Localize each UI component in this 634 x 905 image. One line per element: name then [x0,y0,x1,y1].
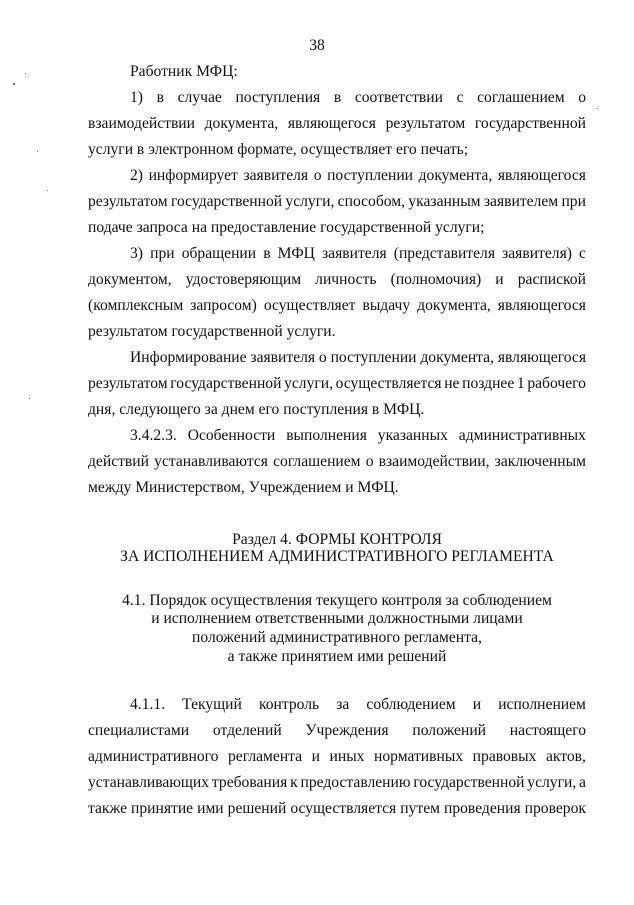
word: услуги, [527,774,577,791]
text-line [130,244,586,264]
word: устанавливаются [154,453,268,470]
word: решений [227,800,287,817]
word: при [561,193,586,210]
word: государственной [170,193,283,210]
text-line [130,166,586,186]
word: осуществляет [263,297,356,314]
heading-line: а также принятием ими решений [227,648,447,665]
word: 2) [130,167,143,184]
word: заявителя [243,167,309,184]
word: требования [211,774,288,791]
word: правовых [472,748,537,765]
heading-line: и исполнением ответственными должностными лицами [151,610,523,627]
heading-line: положений административного регламента, [192,629,482,646]
word: документа, [417,297,491,314]
word: отделений [212,722,282,739]
word: соглашением [273,453,361,470]
word: документом, [88,271,172,288]
word: с [579,245,586,262]
word: осуществляется [290,800,397,817]
word: исполнением [498,696,586,713]
word: за [336,696,350,713]
word: Информирование [130,349,247,366]
scan-speck [47,190,48,191]
word: являющегося [497,167,586,184]
word: устанавливающих [88,774,210,791]
word: заявителем [483,193,559,210]
word: заявителя) [502,245,572,262]
word: (комплексным [88,297,184,314]
word: заключенным [494,453,586,470]
text-line [88,192,586,212]
word: и [472,696,482,713]
text-line [88,296,586,316]
text-line [130,695,586,715]
word: настоящего [509,722,586,739]
word: при [150,245,175,262]
text-line [130,426,586,446]
word: рабочего [527,375,586,392]
word: действий [88,453,149,470]
word: проведения [443,800,521,817]
word: соответствии [354,89,443,106]
word: результатом [88,193,168,210]
word: нормативных [374,748,464,765]
word: документа, [204,115,279,132]
word: о [313,167,322,184]
word: обращении [181,245,257,262]
word: административных [458,427,586,444]
word: являющегося [497,349,586,366]
word: государственной [413,774,525,791]
word: 4.1.1. [130,696,166,713]
text-line [88,452,586,472]
word: (полномочия) [390,271,482,288]
word: в [263,245,271,262]
scan-speck [25,73,26,74]
heading-line: ЗА ИСПОЛНЕНИЕМ АДМИНИСТРАТИВНОГО РЕГЛАМЕНТА [120,548,554,565]
text-line: Работник МФЦ: [130,63,238,80]
word: путем [400,800,440,817]
word: Особенности [187,427,276,444]
word: и [495,271,504,288]
word: 1 [516,375,525,392]
scan-speck [597,108,598,109]
word: а [579,774,586,791]
word: являющегося [287,115,376,132]
word: позднее [462,375,515,392]
word: услуги, [285,193,335,210]
word: указанным [408,193,481,210]
word: положений [412,722,487,739]
word: административного [88,748,219,765]
text-line [88,773,586,793]
word: также [88,800,127,817]
text-line: между Министерством, Учреждением и МФЦ. [88,479,399,496]
word: поступления [235,89,321,106]
word: предоставлению [300,774,411,791]
word: документа, [420,349,494,366]
word: ими [197,800,224,817]
word: заявителя [250,349,316,366]
scan-speck [37,151,38,152]
word: иных [329,748,365,765]
text-line [88,799,586,819]
word: государственной [474,115,586,132]
text-line [88,374,586,394]
text-line [88,114,586,134]
word: Текущий [182,696,242,713]
word: о [318,349,327,366]
word: 3.4.2.3. [130,427,177,444]
text-line [130,348,586,368]
word: проверок [524,800,586,817]
scan-speck [29,398,30,399]
word: соблюдением [366,696,456,713]
word: указанных [377,427,448,444]
text-line [88,270,586,290]
word: 3) [130,245,143,262]
word: (представителя [393,245,495,262]
word: выполнения [286,427,367,444]
word: поступлении [330,349,417,366]
word: результатом [385,115,466,132]
text-line: результатом государственной услуги. [88,323,336,340]
text-line [130,88,586,108]
word: взаимодействии, [378,453,490,470]
word: запросом) [190,297,257,314]
word: 1) [130,89,143,106]
page-number: 38 [309,37,325,54]
word: способом, [337,193,406,210]
word: заявителя [322,245,387,262]
word: услуги, [284,375,334,392]
word: информирует [148,167,238,184]
word: Учреждения [305,722,389,739]
word: МФЦ [277,245,315,262]
word: результатом [88,375,168,392]
word: государственной [170,375,282,392]
word: специалистами [88,722,190,739]
word: поступлении [327,167,414,184]
word: осуществляется [335,375,442,392]
word: о [365,453,374,470]
word: с [456,89,464,106]
word: контроль [258,696,320,713]
word: личность [315,271,377,288]
text-line [88,721,586,741]
heading-line: 4.1. Порядок осуществления текущего контроля за соблюдением [122,592,552,609]
word: выдачу [362,297,411,314]
word: являющегося [497,297,586,314]
word: регламента [228,748,303,765]
word: принятие [131,800,194,817]
text-line: дня, следующего за днем его поступления в МФЦ. [88,401,425,418]
word: распиской [517,271,586,288]
word: в [333,89,342,106]
scan-speck [13,83,15,85]
text-line [88,747,586,767]
text-line: услуги в электронном формате, осуществляет его печать; [88,141,469,158]
text-line: подаче запроса на предоставление государственной услуги; [88,219,485,236]
word: к [290,774,298,791]
word: и [311,748,320,765]
word: документа, [418,167,493,184]
word: о [578,89,586,106]
word: не [444,375,460,392]
word: удостоверяющим [185,271,302,288]
word: в [156,89,164,106]
word: случае [177,89,222,106]
word: актов, [545,748,586,765]
word: взаимодействии [88,115,195,132]
heading-line: Раздел 4. ФОРМЫ КОНТРОЛЯ [232,531,442,548]
word: соглашением [477,89,565,106]
